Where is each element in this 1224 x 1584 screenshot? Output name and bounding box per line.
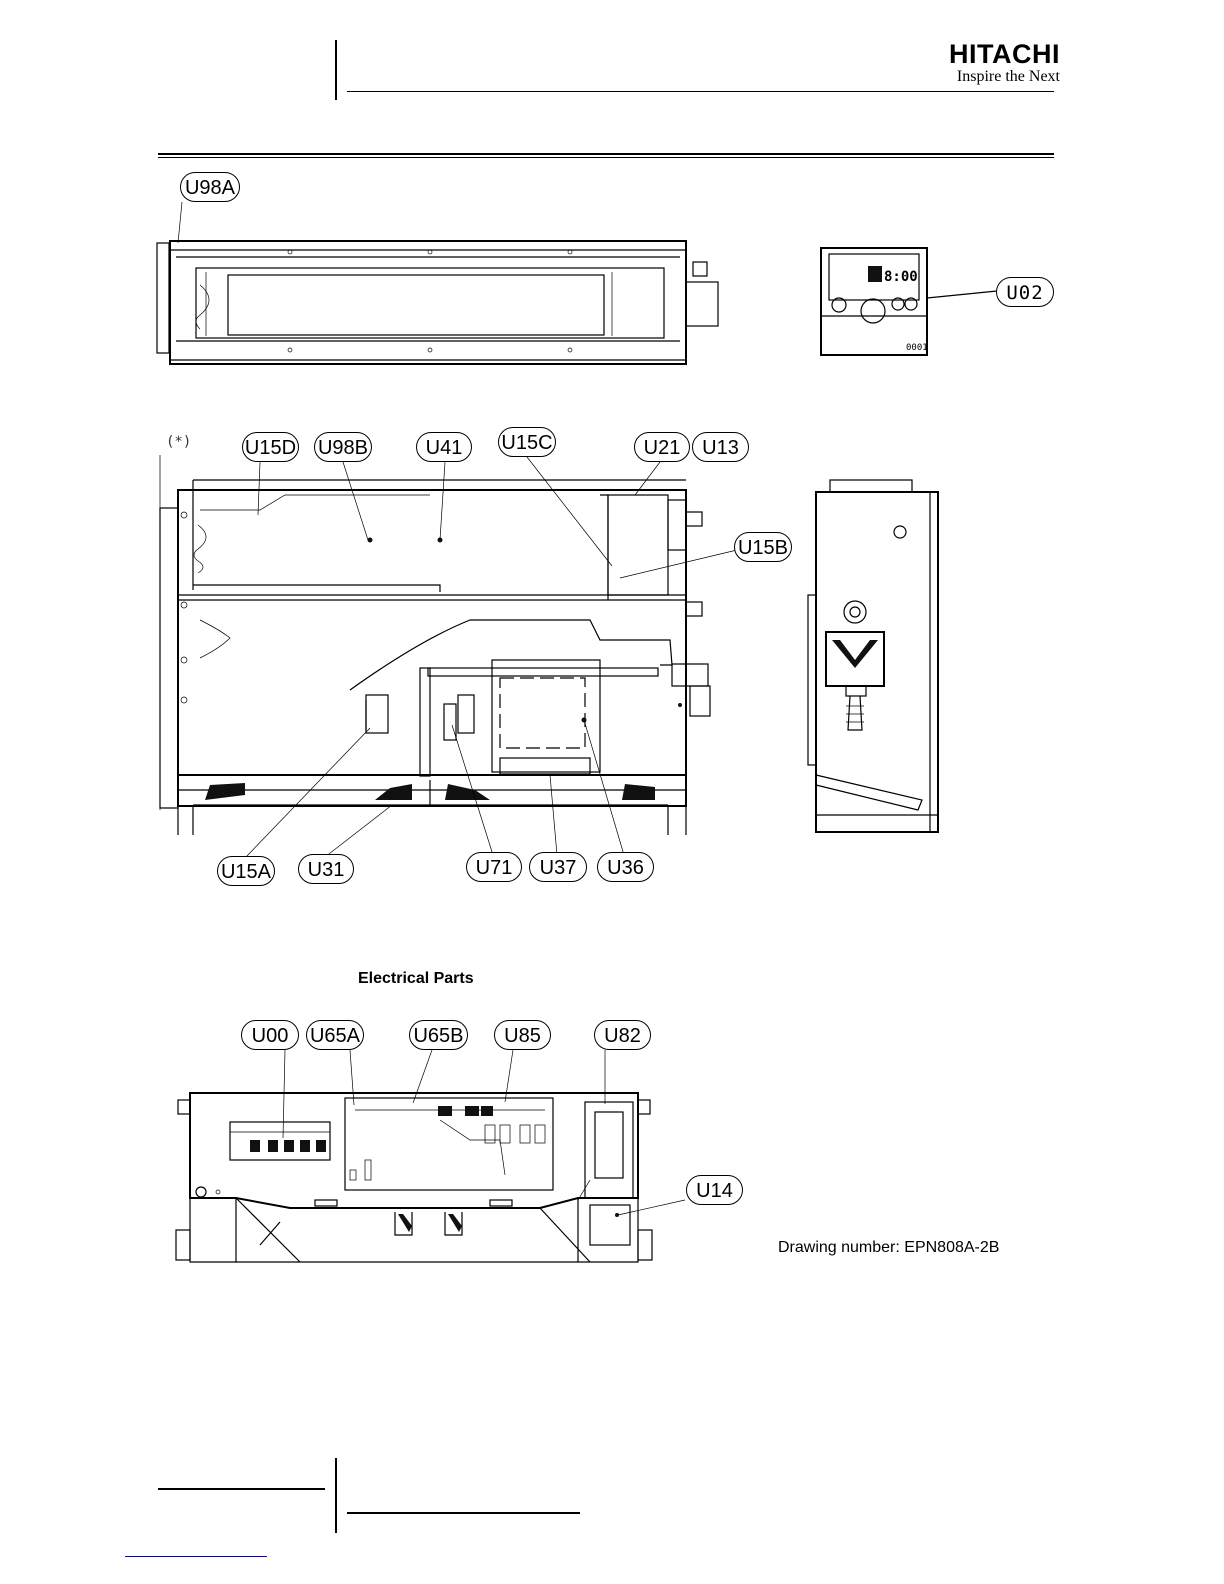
unit-side-view — [808, 480, 938, 832]
leader-lines — [246, 457, 737, 1215]
asterisk-note: (*) — [166, 434, 192, 450]
tag-u85: U85 — [494, 1020, 551, 1050]
tag-u98b: U98B — [314, 432, 372, 462]
tag-u15c: U15C — [498, 427, 556, 457]
footer-rule-left — [158, 1488, 325, 1490]
tag-u15b: U15B — [734, 532, 792, 562]
tag-u82: U82 — [594, 1020, 651, 1050]
tag-u00: U00 — [241, 1020, 299, 1050]
footer-rule-right — [347, 1512, 580, 1514]
tag-u65a: U65A — [306, 1020, 364, 1050]
tag-u21: U21 — [634, 432, 690, 462]
tag-u31: U31 — [298, 854, 354, 884]
tag-u65b: U65B — [409, 1020, 468, 1050]
tag-u15a: U15A — [217, 856, 275, 886]
tag-u14: U14 — [686, 1175, 743, 1205]
tag-u13: U13 — [692, 432, 749, 462]
unit-top-view — [157, 202, 718, 364]
drawing-number: Drawing number: EPN808A-2B — [778, 1239, 1000, 1256]
tag-u98a: U98A — [180, 172, 240, 202]
brand-slogan: Inspire the Next — [956, 68, 1060, 85]
tag-u15d: U15D — [242, 432, 299, 462]
electrical-box — [176, 1093, 652, 1262]
footer-link-underline[interactable] — [125, 1556, 267, 1557]
section-title: Electrical Parts — [358, 970, 474, 987]
remote-control — [821, 248, 997, 355]
footer-divider-vertical — [335, 1458, 337, 1533]
svg-text:0001: 0001 — [906, 343, 928, 353]
tag-u36: U36 — [597, 852, 654, 882]
tag-u37: U37 — [529, 852, 587, 882]
svg-text:8:00: 8:00 — [884, 269, 918, 285]
brand-name: HITACHI — [949, 39, 1060, 69]
unit-front-view — [160, 455, 710, 835]
tag-u02: U02 — [996, 277, 1054, 307]
tag-u41: U41 — [416, 432, 472, 462]
tag-u71: U71 — [466, 852, 522, 882]
